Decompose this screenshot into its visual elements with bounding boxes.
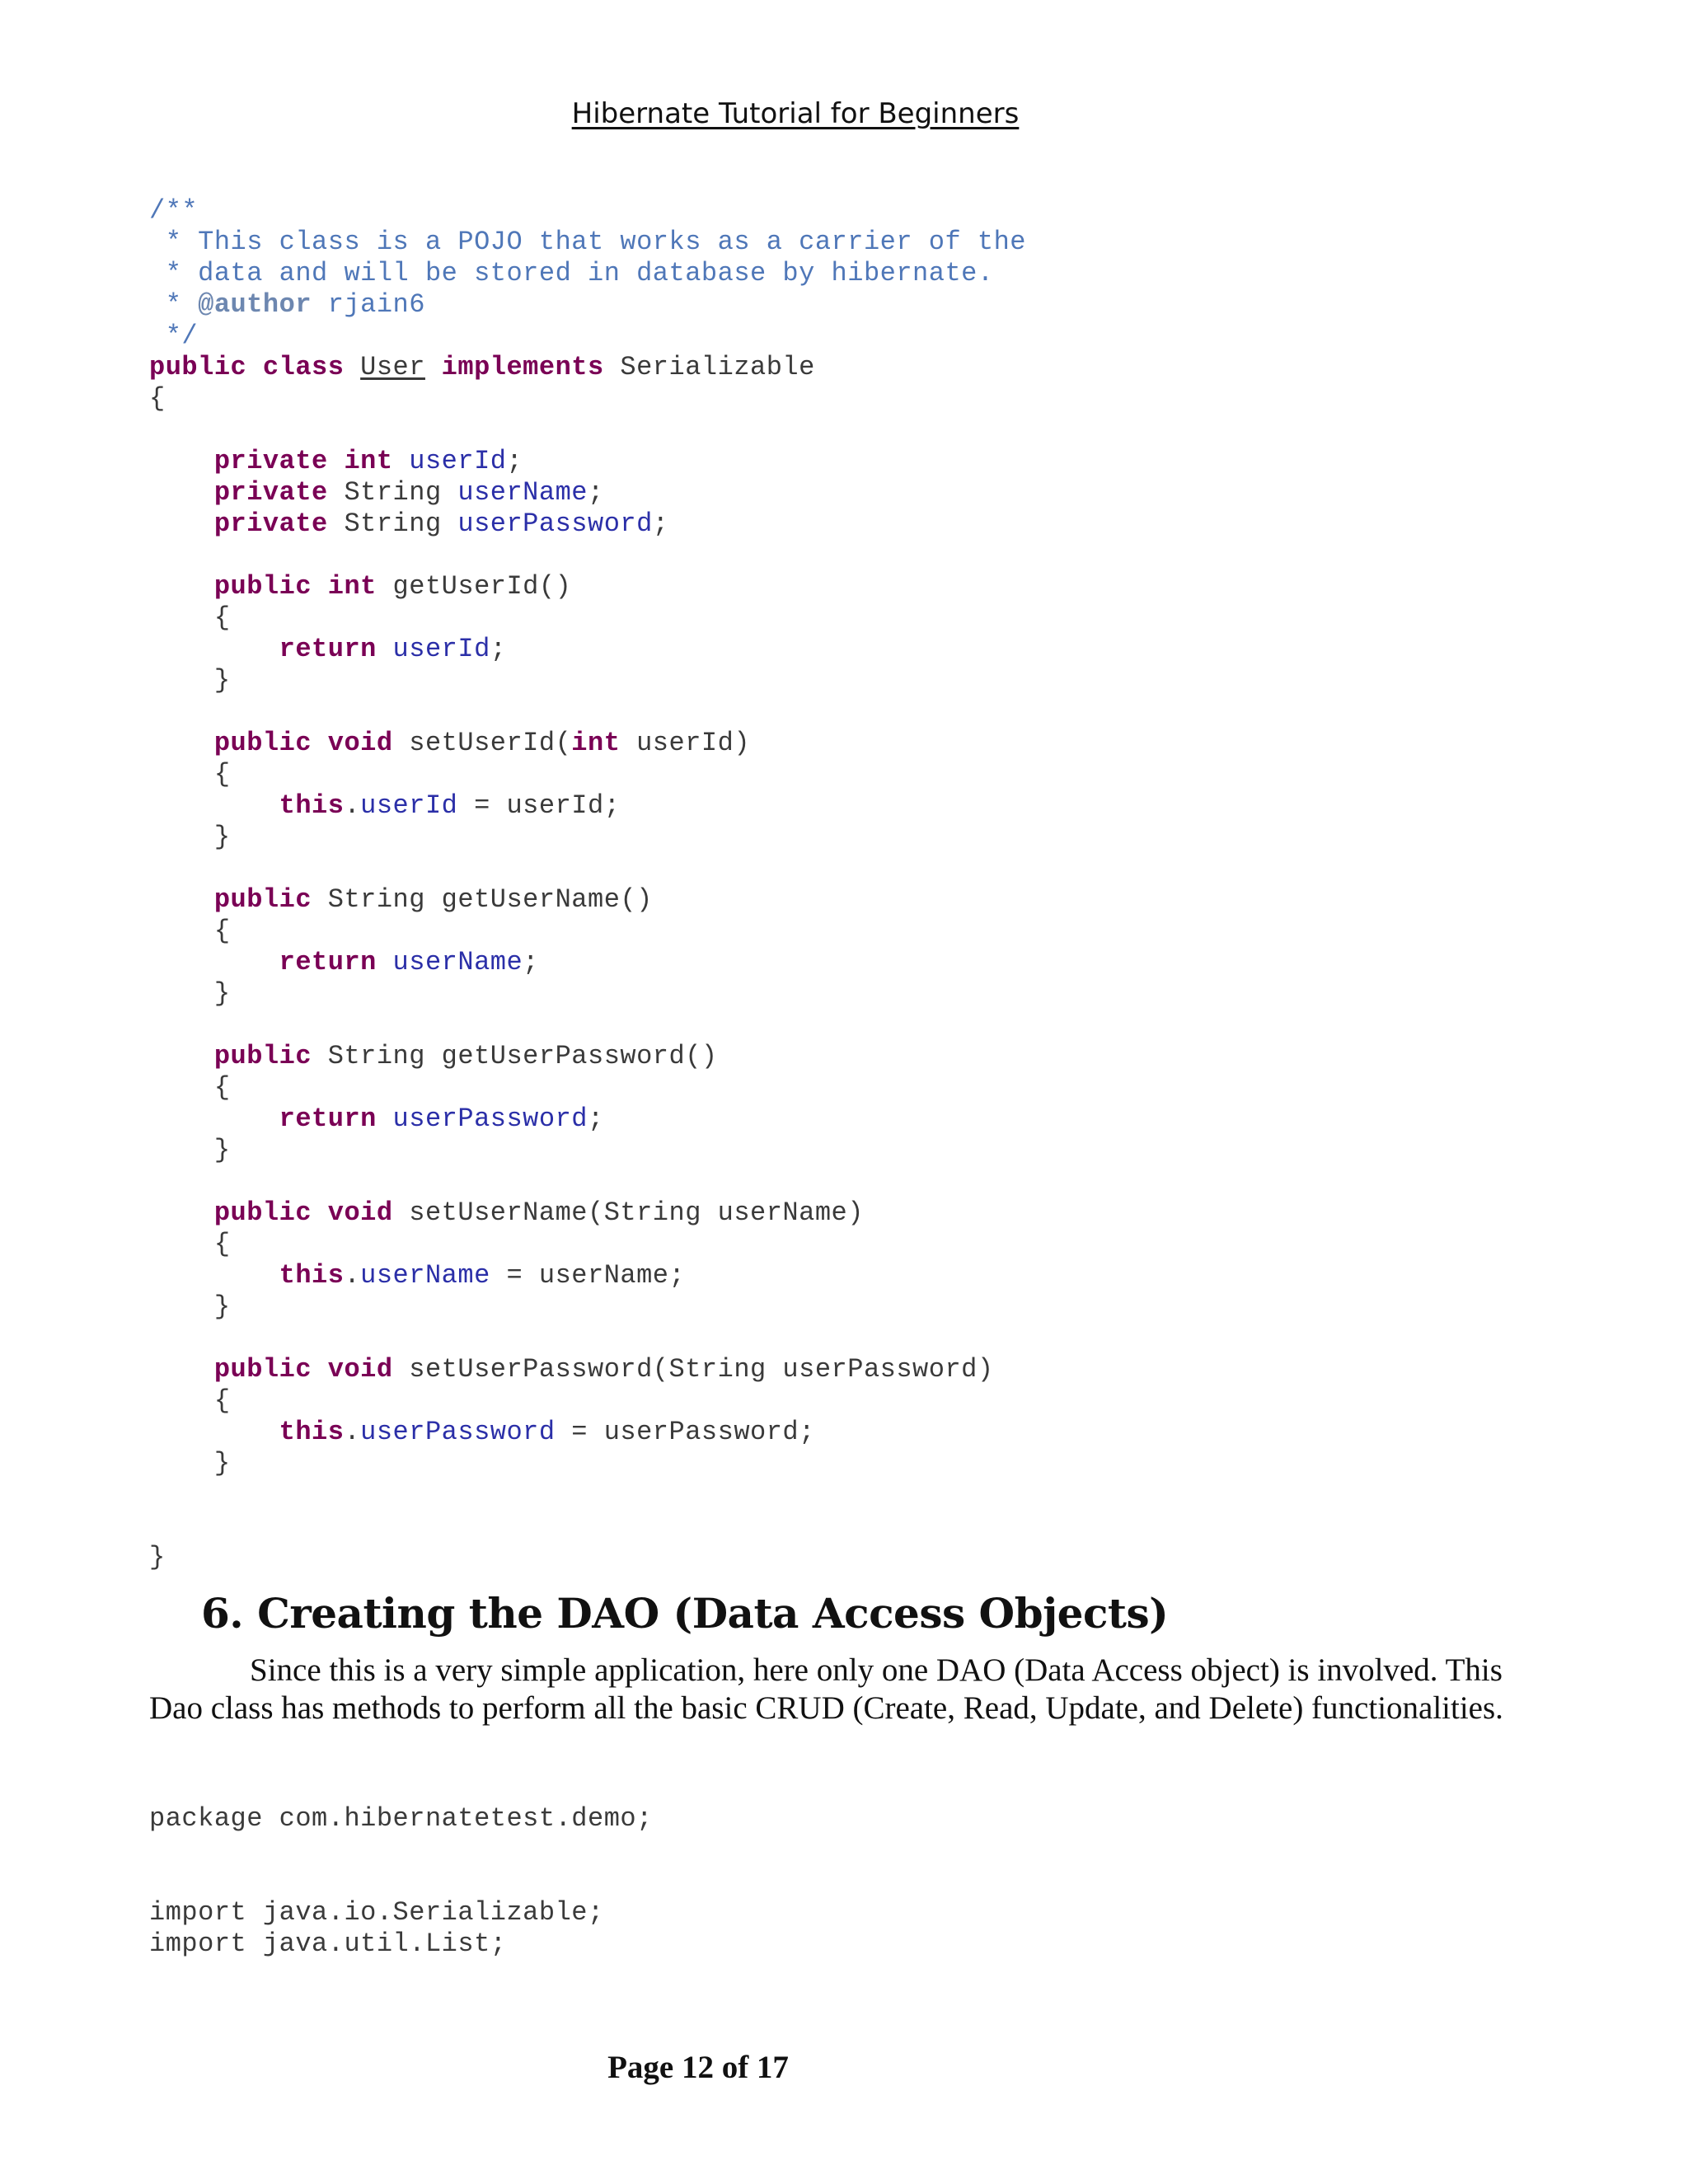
code-line bbox=[149, 446, 1592, 477]
code-token: { bbox=[149, 1072, 231, 1103]
code-line bbox=[149, 1866, 653, 1897]
code-token: setUserPassword(String userPassword) bbox=[392, 1354, 994, 1385]
code-token: public bbox=[213, 571, 312, 602]
code-line bbox=[149, 383, 1592, 415]
code-token bbox=[149, 790, 279, 821]
code-token bbox=[149, 947, 279, 977]
code-token: public bbox=[213, 1354, 312, 1385]
code-line bbox=[149, 415, 1592, 446]
code-token: userName bbox=[360, 1260, 490, 1291]
code-token: = userPassword; bbox=[555, 1417, 815, 1447]
code-token: userPassword bbox=[392, 1104, 588, 1134]
code-token bbox=[149, 1417, 279, 1447]
code-token: * bbox=[149, 289, 199, 320]
code-token: } bbox=[149, 978, 231, 1009]
code-line bbox=[149, 1835, 653, 1866]
code-line bbox=[149, 1479, 1592, 1511]
code-token: void bbox=[327, 1197, 393, 1228]
code-token: setUserId( bbox=[392, 728, 572, 758]
code-token bbox=[377, 1104, 393, 1134]
page-header: Hibernate Tutorial for Beginners bbox=[571, 97, 1020, 130]
code-token: } bbox=[149, 1135, 231, 1165]
code-line bbox=[149, 947, 1592, 978]
code-token: int bbox=[344, 446, 393, 476]
code-token: String getUserPassword() bbox=[312, 1041, 718, 1071]
code-token: } bbox=[149, 1448, 231, 1479]
code-token: public bbox=[213, 1197, 312, 1228]
code-line bbox=[149, 1104, 1592, 1135]
code-block-user-class bbox=[149, 195, 1592, 1573]
code-token: User bbox=[360, 352, 425, 382]
code-token: public bbox=[149, 352, 247, 382]
code-line bbox=[149, 258, 1592, 289]
code-token: String bbox=[327, 509, 458, 539]
code-token: userId bbox=[360, 790, 458, 821]
code-token: } bbox=[149, 1542, 166, 1572]
code-line bbox=[149, 634, 1592, 665]
code-token bbox=[149, 1041, 214, 1071]
code-token: public bbox=[213, 728, 312, 758]
code-token: userPassword bbox=[360, 1417, 556, 1447]
code-token bbox=[312, 1354, 328, 1385]
code-token bbox=[149, 634, 279, 664]
code-token: rjain6 bbox=[312, 289, 425, 320]
code-token bbox=[425, 352, 442, 382]
code-line bbox=[149, 477, 1592, 509]
code-token bbox=[312, 728, 328, 758]
code-line bbox=[149, 1323, 1592, 1354]
code-token: userId bbox=[409, 446, 507, 476]
code-line bbox=[149, 665, 1592, 696]
code-token: return bbox=[279, 634, 377, 664]
code-token: this bbox=[279, 790, 345, 821]
code-token: ; bbox=[490, 634, 507, 664]
code-line bbox=[149, 916, 1592, 947]
code-token bbox=[393, 446, 410, 476]
code-token: class bbox=[262, 352, 345, 382]
code-token: int bbox=[327, 571, 377, 602]
code-token bbox=[377, 947, 393, 977]
code-token: */ bbox=[149, 321, 199, 351]
code-token: { bbox=[149, 383, 166, 414]
code-token: public bbox=[213, 884, 312, 915]
code-line bbox=[149, 759, 1592, 790]
code-token: userId bbox=[392, 634, 490, 664]
code-token bbox=[312, 1197, 328, 1228]
code-token: ; bbox=[587, 477, 604, 508]
code-line bbox=[149, 1417, 1592, 1448]
code-token: return bbox=[279, 947, 377, 977]
code-token bbox=[246, 352, 263, 382]
code-line bbox=[149, 884, 1592, 916]
code-line bbox=[149, 289, 1592, 321]
code-token: @author bbox=[198, 289, 312, 320]
code-token: * This class is a POJO that works as a carrier of the bbox=[149, 227, 1026, 257]
code-line bbox=[149, 790, 1592, 822]
page-footer: Page 12 of 17 bbox=[607, 2050, 789, 2085]
code-line bbox=[149, 540, 1592, 571]
code-token: { bbox=[149, 759, 231, 790]
code-line bbox=[149, 1072, 1592, 1104]
code-token bbox=[312, 571, 328, 602]
code-token bbox=[149, 1354, 214, 1385]
code-token: private bbox=[213, 446, 328, 476]
code-token bbox=[149, 509, 214, 539]
code-token: implements bbox=[441, 352, 604, 382]
code-line bbox=[149, 1354, 1592, 1385]
code-line bbox=[149, 352, 1592, 383]
code-token bbox=[149, 728, 214, 758]
code-token: } bbox=[149, 1291, 231, 1322]
code-line bbox=[149, 1385, 1592, 1417]
code-line bbox=[149, 1897, 653, 1929]
code-token: return bbox=[279, 1104, 377, 1134]
code-line bbox=[149, 1229, 1592, 1260]
code-line bbox=[149, 1166, 1592, 1197]
code-line bbox=[149, 696, 1592, 728]
code-line bbox=[149, 571, 1592, 602]
code-token bbox=[149, 1197, 214, 1228]
code-token bbox=[149, 571, 214, 602]
code-line bbox=[149, 853, 1592, 884]
code-token bbox=[377, 634, 393, 664]
code-line bbox=[149, 1260, 1592, 1291]
code-line bbox=[149, 195, 1592, 227]
code-line bbox=[149, 1542, 1592, 1573]
code-token: ; bbox=[523, 947, 539, 977]
code-token: { bbox=[149, 1385, 231, 1416]
code-token: Serializable bbox=[603, 352, 815, 382]
code-token: import java.util.List; bbox=[149, 1929, 507, 1959]
code-line bbox=[149, 1929, 653, 1960]
code-token: int bbox=[571, 728, 621, 758]
section-heading: 6. Creating the DAO (Data Access Objects) bbox=[201, 1589, 1169, 1638]
code-line bbox=[149, 1197, 1592, 1229]
code-token: ; bbox=[587, 1104, 604, 1134]
code-line bbox=[149, 978, 1592, 1010]
code-token: import java.io.Serializable; bbox=[149, 1897, 604, 1928]
code-line bbox=[149, 509, 1592, 540]
code-block-dao-imports bbox=[149, 1803, 653, 1960]
code-token: userName bbox=[392, 947, 523, 977]
code-line bbox=[149, 822, 1592, 853]
code-token: String getUserName() bbox=[312, 884, 653, 915]
code-token: this bbox=[279, 1260, 345, 1291]
code-token: ; bbox=[506, 446, 523, 476]
code-token bbox=[149, 1104, 279, 1134]
code-token: { bbox=[149, 916, 231, 946]
code-token: this bbox=[279, 1417, 345, 1447]
code-line bbox=[149, 321, 1592, 352]
code-token: ; bbox=[652, 509, 669, 539]
code-line bbox=[149, 1511, 1592, 1542]
code-token bbox=[149, 884, 214, 915]
code-token: userId) bbox=[620, 728, 751, 758]
code-token: . bbox=[344, 1260, 361, 1291]
code-token: = userName; bbox=[490, 1260, 686, 1291]
code-line bbox=[149, 728, 1592, 759]
code-token: } bbox=[149, 822, 231, 852]
code-line bbox=[149, 1135, 1592, 1166]
code-token: * data and will be stored in database by hibernate. bbox=[149, 258, 994, 288]
code-token: private bbox=[213, 477, 328, 508]
code-token: userName bbox=[457, 477, 588, 508]
section-paragraph: Since this is a very simple application, here only one DAO (Data Access object) is involved. This Dao class has methods to perform all the basic CRUD (Create, Read, Update, and Delete) functionalities. bbox=[149, 1652, 1503, 1726]
code-line bbox=[149, 602, 1592, 634]
code-token: } bbox=[149, 665, 231, 696]
code-token: public bbox=[213, 1041, 312, 1071]
code-token: /** bbox=[149, 195, 199, 226]
code-token bbox=[149, 1260, 279, 1291]
code-token: String bbox=[327, 477, 458, 508]
code-token: { bbox=[149, 602, 231, 633]
code-line bbox=[149, 1291, 1592, 1323]
code-token bbox=[328, 446, 345, 476]
code-token: package com.hibernatetest.demo; bbox=[149, 1803, 653, 1834]
code-line bbox=[149, 1803, 653, 1835]
code-line bbox=[149, 227, 1592, 258]
code-token: . bbox=[344, 790, 361, 821]
code-token bbox=[149, 446, 214, 476]
code-token bbox=[344, 352, 360, 382]
code-token: = userId; bbox=[457, 790, 621, 821]
code-token: void bbox=[327, 728, 393, 758]
code-token bbox=[149, 477, 214, 508]
code-line bbox=[149, 1041, 1592, 1072]
code-token: private bbox=[213, 509, 328, 539]
code-token: . bbox=[344, 1417, 361, 1447]
code-token: setUserName(String userName) bbox=[392, 1197, 864, 1228]
code-line bbox=[149, 1448, 1592, 1479]
code-line bbox=[149, 1010, 1592, 1041]
code-token: userPassword bbox=[457, 509, 653, 539]
code-token: { bbox=[149, 1229, 231, 1259]
code-token: void bbox=[327, 1354, 393, 1385]
code-token: getUserId() bbox=[376, 571, 572, 602]
